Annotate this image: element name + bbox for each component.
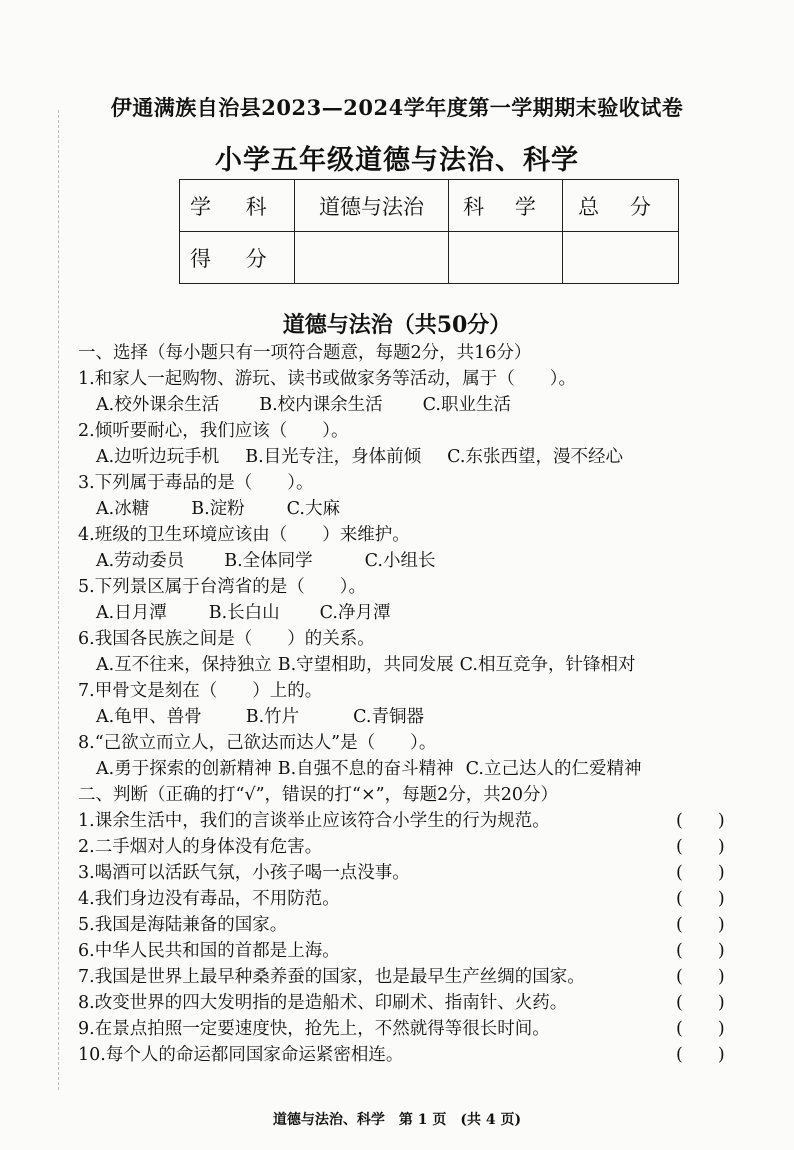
judgment-item-7: 7.我国是世界上最早种桑养蚕的国家，也是最早生产丝绸的国家。 [78, 967, 585, 987]
option-b[interactable]: B.竹片 [245, 707, 300, 727]
score-cell-science-value[interactable] [449, 232, 563, 284]
score-cell-subject-label: 学 科 [180, 180, 295, 232]
question-1-options [96, 391, 511, 416]
option-b[interactable]: B.守望相助，共同发展 [277, 655, 454, 675]
answer-paren-5[interactable]: ( ) [676, 915, 725, 935]
score-cell-total-value[interactable] [563, 232, 679, 284]
judgment-item-8: 8.改变世界的四大发明指的是造船术、印刷术、指南针、火药。 [78, 993, 568, 1013]
option-c[interactable]: C.立己达人的仁爱精神 [465, 759, 642, 779]
answer-paren-1[interactable]: ( ) [676, 811, 725, 831]
part1-heading: 一、选择（每小题只有一项符合题意，每题2分，共16分） [78, 343, 532, 363]
score-cell-total-label: 总 分 [563, 180, 679, 232]
option-a[interactable]: A.日月潭 [96, 603, 167, 623]
question-3-options [96, 495, 340, 520]
option-a[interactable]: A.勇于探索的创新精神 [96, 759, 272, 779]
judgment-item-5: 5.我国是海陆兼备的国家。 [78, 915, 288, 935]
judgment-item-4: 4.我们身边没有毒品，不用防范。 [78, 889, 340, 909]
option-a[interactable]: A.冰糖 [96, 499, 150, 519]
page-footer: 道德与法治、科学 第 1 页 (共 4 页) [272, 1112, 522, 1128]
score-cell-score-label: 得 分 [180, 232, 295, 284]
question-5: 5.下列景区属于台湾省的是（ ）。 [78, 577, 366, 597]
score-table [179, 179, 679, 284]
option-b[interactable]: B.目光专注，身体前倾 [245, 447, 422, 467]
score-table-score-row [180, 232, 679, 284]
answer-paren-6[interactable]: ( ) [676, 941, 725, 961]
option-a[interactable]: A.互不往来，保持独立 [96, 655, 272, 675]
option-b[interactable]: B.淀粉 [191, 499, 245, 519]
question-3: 3.下列属于毒品的是（ ）。 [78, 473, 314, 493]
judgment-item-6: 6.中华人民共和国的首都是上海。 [78, 941, 340, 961]
score-cell-morality-label: 道德与法治 [295, 180, 449, 232]
option-a[interactable]: A.龟甲、兽骨 [96, 707, 202, 727]
part2-heading: 二、判断（正确的打“√”，错误的打“×”，每题2分，共20分） [78, 785, 559, 805]
answer-paren-8[interactable]: ( ) [676, 993, 725, 1013]
option-b[interactable]: B.校内课余生活 [259, 395, 383, 415]
question-4-options [96, 547, 435, 572]
answer-paren-4[interactable]: ( ) [676, 889, 725, 909]
section-title: 道德与法治（共50分） [282, 312, 512, 338]
question-4: 4.班级的卫生环境应该由（ ）来维护。 [78, 525, 410, 545]
option-c[interactable]: C.相互竞争，针锋相对 [459, 655, 636, 675]
question-7-options [96, 703, 424, 728]
answer-paren-3[interactable]: ( ) [676, 863, 725, 883]
question-6: 6.我国各民族之间是（ ）的关系。 [78, 629, 375, 649]
judgment-item-10: 10.每个人的命运都同国家命运紧密相连。 [78, 1045, 404, 1065]
answer-paren-2[interactable]: ( ) [676, 837, 725, 857]
option-a[interactable]: A.边听边玩手机 [96, 447, 220, 467]
question-2: 2.倾听要耐心，我们应该（ ）。 [78, 421, 349, 441]
option-b[interactable]: B.自强不息的奋斗精神 [277, 759, 454, 779]
question-2-options [96, 443, 623, 468]
question-7: 7.甲骨文是刻在（ ）上的。 [78, 681, 323, 701]
option-a[interactable]: A.劳动委员 [96, 551, 185, 571]
judgment-item-3: 3.喝酒可以活跃气氛，小孩子喝一点没事。 [78, 863, 410, 883]
question-1: 1.和家人一起购物、游玩、读书或做家务等活动，属于（ ）。 [78, 369, 576, 389]
option-c[interactable]: C.青铜器 [353, 707, 424, 727]
option-c[interactable]: C.东张西望，漫不经心 [447, 447, 623, 467]
binding-dashed-line [58, 110, 59, 1090]
option-a[interactable]: A.校外课余生活 [96, 395, 220, 415]
judgment-item-2: 2.二手烟对人的身体没有危害。 [78, 837, 323, 857]
score-cell-morality-value[interactable] [295, 232, 449, 284]
question-6-options [96, 651, 635, 676]
judgment-item-1: 1.课余生活中，我们的言谈举止应该符合小学生的行为规范。 [78, 811, 550, 831]
score-table-header-row [180, 180, 679, 232]
option-c[interactable]: C.大麻 [286, 499, 340, 519]
question-5-options [96, 599, 390, 624]
option-c[interactable]: C.职业生活 [422, 395, 511, 415]
exam-name: 伊通满族自治县2023—2024学年度第一学期期末验收试卷 [110, 95, 684, 120]
question-8: 8.“己欲立而立人，己欲达而达人”是（ ）。 [78, 733, 437, 753]
option-c[interactable]: C.小组长 [364, 551, 436, 571]
option-b[interactable]: B.长白山 [208, 603, 280, 623]
score-cell-science-label: 科 学 [449, 180, 563, 232]
judgment-item-9: 9.在景点拍照一定要速度快，抢先上，不然就得等很长时间。 [78, 1019, 550, 1039]
page-title: 小学五年级道德与法治、科学 [215, 145, 579, 176]
question-8-options [96, 755, 641, 780]
option-c[interactable]: C.净月潭 [319, 603, 391, 623]
answer-paren-9[interactable]: ( ) [676, 1019, 725, 1039]
answer-paren-10[interactable]: ( ) [676, 1045, 725, 1065]
answer-paren-7[interactable]: ( ) [676, 967, 725, 987]
option-b[interactable]: B.全体同学 [224, 551, 313, 571]
